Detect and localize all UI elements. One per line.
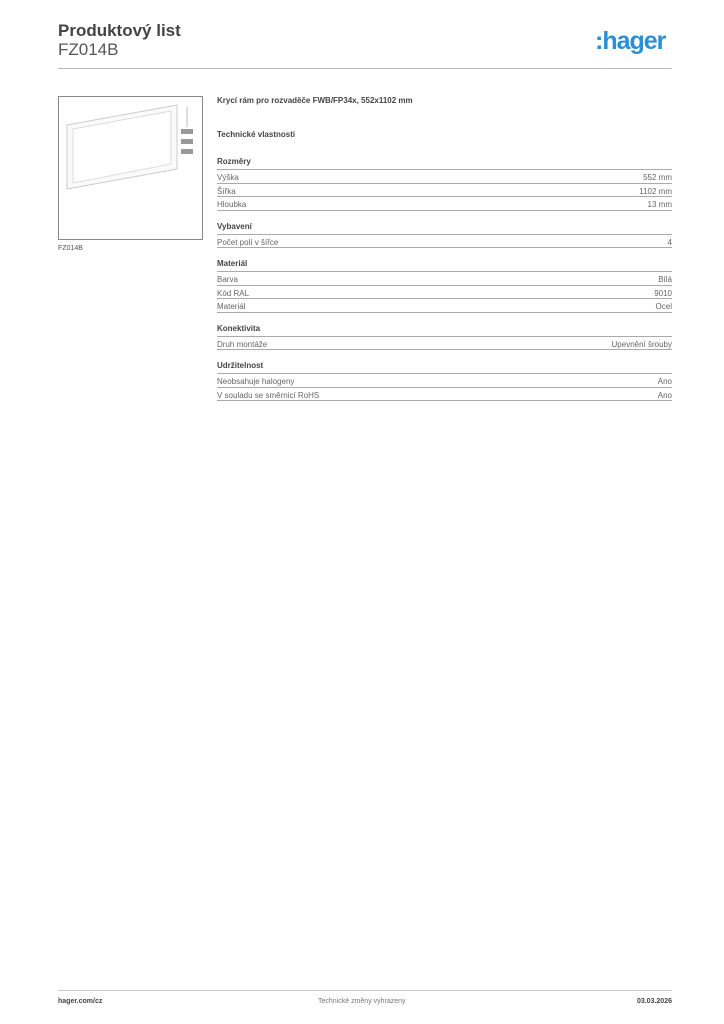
spec-value: Ano [657,377,672,386]
spec-value: 13 mm [647,200,672,209]
spec-value: Ocel [655,302,672,311]
spec-row [217,197,672,211]
product-image [58,96,203,240]
spec-row [217,184,672,198]
spec-label: V souladu se směrnicí RoHS [217,390,320,400]
image-caption: FZ014B [58,245,83,252]
spec-label: Počet polí v šířce [217,237,279,247]
spec-value: 9010 [654,288,672,298]
spec-row [217,170,672,184]
product-description: Krycí rám pro rozvaděče FWB/FP34x, 552x1102 mm [217,96,413,105]
section-title: Vybavení [217,222,672,235]
footer-website[interactable]: hager.com/cz [58,998,103,1005]
footer-date: 03.03.2026 [636,998,672,1005]
spec-label: Hloubka [217,200,247,209]
spec-value: 552 mm [643,173,672,182]
spec-value: 1102 mm [639,186,672,196]
spec-row [217,374,672,388]
spec-value: Bílá [658,275,672,284]
section-title: Udržitelnost [217,361,672,374]
spec-value: Ano [657,390,672,400]
cover-frame-illustration [59,97,202,239]
spec-row [217,272,672,286]
product-code: FZ014B [58,40,119,59]
spec-label: Výška [217,173,239,182]
spec-row [217,286,672,300]
header-divider [58,68,672,69]
section-title: Materiál [217,259,672,272]
spec-label: Druh montáže [217,339,268,349]
spec-label: Neobsahuje halogeny [217,377,295,386]
spec-row [217,337,672,351]
spec-label: Barva [217,275,238,284]
spec-content [217,96,672,401]
spec-row [217,299,672,313]
footer-note: Technické změny vyhrazeny [318,998,406,1005]
section-title: Konektivita [217,324,672,337]
tech-heading: Technické vlastnosti [217,130,296,139]
spec-row [217,235,672,249]
spec-row [217,388,672,402]
footer-divider [58,990,672,991]
spec-value: 4 [667,237,672,247]
spec-label: Materiál [217,302,246,311]
page-title: Produktový list [58,21,181,40]
section-title: Rozměry [217,157,672,170]
spec-label: Kód RAL [217,288,250,298]
spec-value: Upevnění šrouby [611,339,672,349]
spec-label: Šířka [217,186,236,196]
hager-logo: :hager [595,27,666,55]
